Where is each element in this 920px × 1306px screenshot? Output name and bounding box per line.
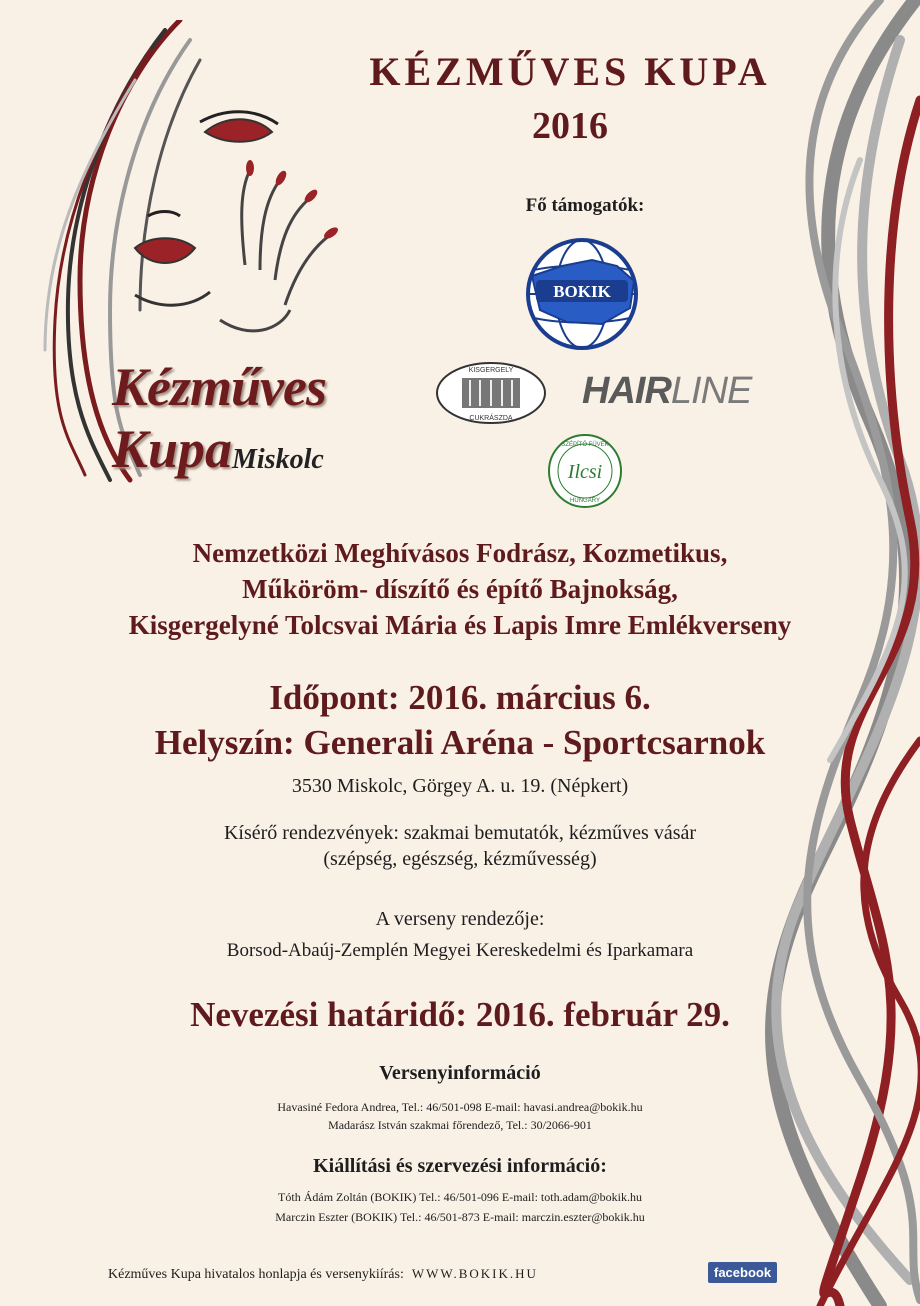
- brand-word-kupa: Kupa: [112, 419, 233, 479]
- ilcsi-logo-arc-bottom: HUNGARY: [570, 498, 600, 504]
- organizer-name: Borsod-Abaúj-Zemplén Megyei Kereskedelmi és Iparkamara: [226, 940, 694, 961]
- kisgergely-logo-text-bottom: CUKRÁSZDA: [469, 415, 513, 422]
- hairline-logo-rest: LINE: [670, 370, 752, 412]
- competition-line-2: Műköröm- díszítő és építő Bajnokság,: [242, 574, 678, 604]
- registration-deadline: Nevezési határidő: 2016. február 29.: [190, 995, 730, 1034]
- event-address: 3530 Miskolc, Görgey A. u. 19. (Népkert): [291, 775, 629, 797]
- exhibition-contact-1: Tóth Ádám Zoltán (BOKIK) Tel.: 46/501-096 E-mail: toth.adam@bokik.hu: [278, 1190, 642, 1204]
- bokik-logo-text: BOKIK: [553, 282, 611, 301]
- side-events-line-1: Kísérő rendezvények: szakmai bemutatók, kézműves vásár: [223, 822, 697, 844]
- exhibition-info-heading: Kiállítási és szervezési információ:: [313, 1155, 607, 1177]
- sponsors-label: Fő támogatók:: [525, 195, 645, 216]
- ilcsi-logo-arc-top: SZÉPÍTŐ FÜVEK: [561, 442, 609, 448]
- contest-contact-2: Madarász István szakmai főrendező, Tel.: 30/2066-901: [328, 1118, 592, 1132]
- kisgergely-logo-text-top: KISGERGELY: [468, 367, 514, 374]
- page-title: KÉZMŰVES KUPA: [369, 49, 771, 94]
- bokik-logo: [522, 236, 644, 354]
- website-link[interactable]: WWW.BOKIK.HU: [411, 1266, 538, 1281]
- footer-text: Kézműves Kupa hivatalos honlapja és versenykiírás:: [108, 1267, 404, 1282]
- organizer-label: A verseny rendezője:: [375, 908, 545, 930]
- contest-contact-1: Havasiné Fedora Andrea, Tel.: 46/501-098 E-mail: havasi.andrea@bokik.hu: [277, 1100, 643, 1114]
- competition-line-3: Kisgergelyné Tolcsvai Mária és Lapis Imre Emlékverseny: [128, 610, 792, 640]
- brand-eye-shape: [205, 119, 272, 142]
- exhibition-contact-2: Marczin Eszter (BOKIK) Tel.: 46/501-873 E-mail: marczin.eszter@bokik.hu: [275, 1210, 645, 1224]
- side-events-line-2: (szépség, egészség, kézművesség): [323, 848, 597, 870]
- footer: [108, 1266, 538, 1283]
- contest-info-heading: Versenyinformáció: [379, 1062, 541, 1084]
- brand-lips-shape: [135, 238, 195, 263]
- competition-line-1: Nemzetközi Meghívásos Fodrász, Kozmetikus,: [192, 538, 728, 568]
- hairline-logo: [582, 370, 751, 413]
- brand-city: Miskolc: [232, 444, 324, 475]
- brand-word-kezmuves: Kézműves: [112, 357, 326, 417]
- event-venue: Helyszín: Generali Aréna - Sportcsarnok: [154, 723, 766, 762]
- event-date: Időpont: 2016. március 6.: [269, 678, 651, 717]
- title-year: 2016: [532, 105, 608, 147]
- ilcsi-logo: [542, 432, 628, 510]
- ilcsi-logo-script: Ilcsi: [567, 461, 603, 483]
- kisgergely-logo: [434, 360, 548, 426]
- hairline-logo-main: HAIR: [582, 370, 671, 412]
- facebook-badge[interactable]: facebook: [708, 1262, 777, 1283]
